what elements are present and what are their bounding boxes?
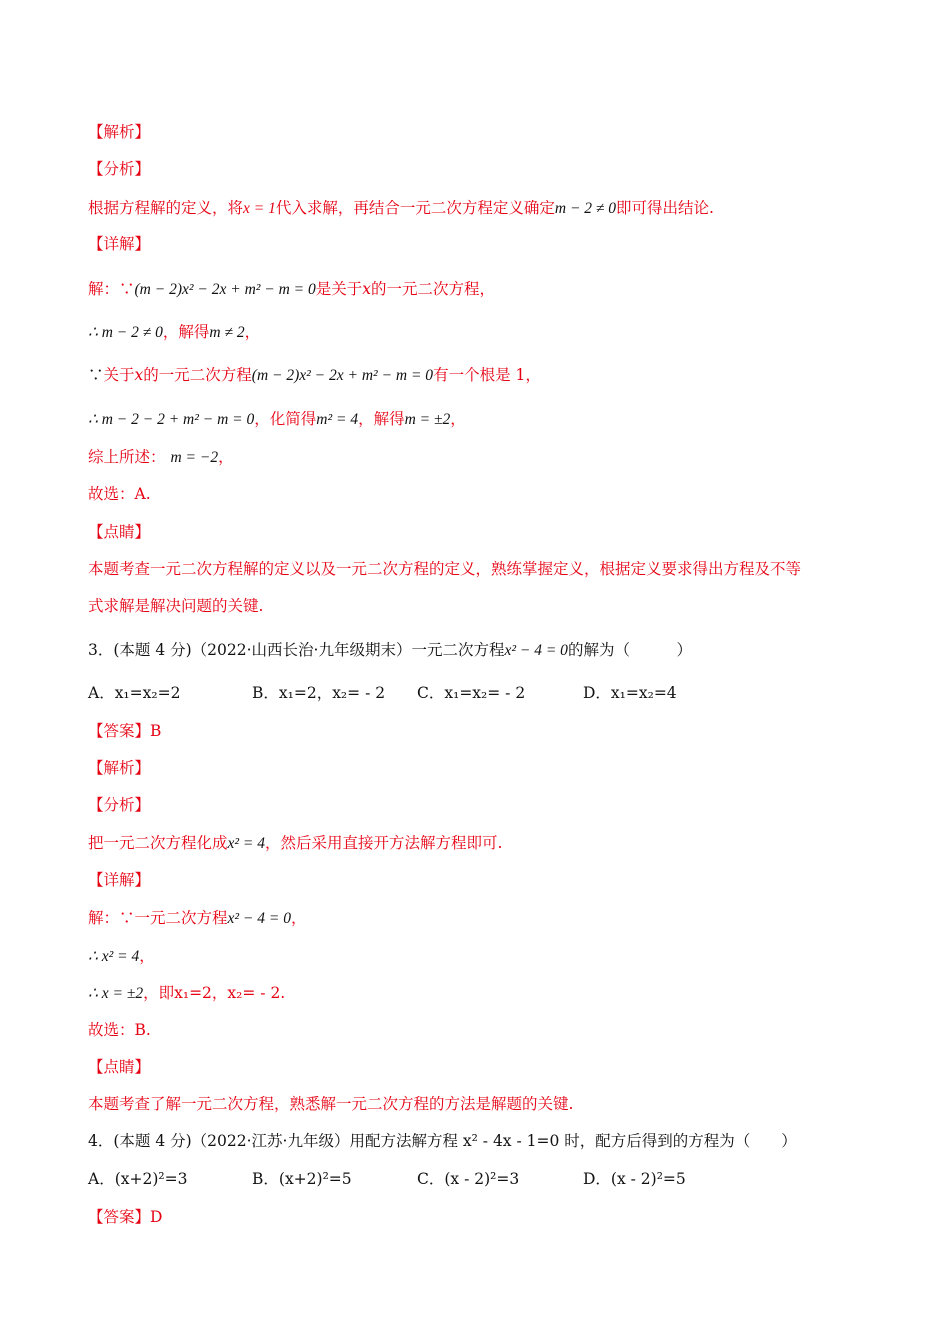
q2-step3-text: 关于 [103,366,135,384]
q3-option-d: D．x₁=x₂=4 [583,684,677,702]
q2-step4-math3: m = ±2 [404,411,451,428]
q2-step1-var: x [362,280,372,298]
q3-step2 [88,945,155,968]
q2-step4-math2: m² = 4 [316,411,359,428]
q3-option-b: B．x₁=2，x₂= - 2 [252,684,386,702]
q3-step1-end: ， [290,909,307,927]
q2-step4 [88,408,466,431]
q2-step2-end: ， [244,323,261,341]
q3-answer: 【答案】B [88,722,162,740]
q3-step2-math: ∴ x² = 4 [88,948,140,965]
q2-fenxi-heading: 【分析】 [88,160,151,178]
q4-option-a: A．(x+2)²=3 [88,1170,188,1188]
q2-step5 [88,446,234,469]
q3-option-c: C．x₁=x₂= - 2 [417,684,526,702]
q2-step1-math: (m − 2)x² − 2x + m² − m = 0 [134,281,316,298]
q2-step5-text: 综上所述： [88,448,166,466]
q2-step1-text: 是关于 [315,280,363,298]
q3-stem-a: 3．(本题 4 分)（2022·山西长治·九年级期末）一元二次方程 [88,641,505,659]
q3-step3 [88,982,285,1005]
q2-step3-math: (m − 2)x² − 2x + m² − m = 0 [251,367,434,384]
q3-choice: 故选：B. [88,1021,151,1039]
q2-step5-math: m = −2 [170,449,219,466]
q2-step5-end: ， [218,448,234,466]
q3-stem [88,639,692,662]
q3-jiexi-heading: 【解析】 [88,759,151,777]
q2-fenxi-text [88,197,714,220]
q4-stem: 4．(本题 4 分)（2022·江苏·九年级）用配方法解方程 x² - 4x - 1=0 时，配方后得到的方程为（ ） [88,1132,797,1150]
q4-option-d: D．(x - 2)²=5 [583,1170,686,1188]
q2-step1-prefix: 解：∵ [88,280,135,298]
q2-step4-end: ， [450,410,466,428]
q3-step1-text: 解：∵一元二次方程 [88,909,228,927]
q3-step3-text: ，即 [143,984,175,1002]
q3-fenxi-text-a: 把一元二次方程化成 [88,834,228,852]
q2-jiexi-heading: 【解析】 [88,123,151,141]
q2-step3-prefix: ∵ [88,366,104,384]
q2-fenxi-math-a: x = 1 [243,200,276,217]
q2-step3-text2: 的一元二次方程 [143,366,252,384]
q3-stem-math: x² − 4 = 0 [504,642,568,659]
q3-xiangjie-heading: 【详解】 [88,871,151,889]
q2-step3 [88,364,541,387]
q3-dianjing-heading: 【点睛】 [88,1058,151,1076]
q2-step2 [88,321,260,344]
q2-dianjing-text-1: 本题考查一元二次方程解的定义以及一元二次方程的定义，熟练掌握定义，根据定义要求得出方程及不等 [88,560,802,578]
q3-dianjing-text: 本题考查了解一元二次方程，熟悉解一元二次方程的方法是解题的关键. [88,1095,574,1113]
q2-dianjing-text-2: 式求解是解决问题的关键. [88,597,264,615]
q2-xiangjie-heading: 【详解】 [88,235,151,253]
q2-step3-text3: 有一个根是 1， [433,366,541,384]
q3-step3-end: x₁=2，x₂= - 2. [174,984,286,1002]
q3-option-a: A．x₁=x₂=2 [88,684,181,702]
q2-step1-text2: 的一元二次方程， [371,280,496,298]
q2-fenxi-text-c: 即可得出结论. [616,199,714,217]
q2-step4-text2: ，解得 [358,410,405,428]
q3-step3-math: ∴ x = ±2 [88,985,144,1002]
q3-step2-end: ， [139,947,155,965]
q4-option-c: C．(x - 2)²=3 [417,1170,520,1188]
q3-stem-b: 的解为（ ） [567,641,692,659]
q2-step2-text: ，解得 [162,323,210,341]
q2-fenxi-text-b: 代入求解，再结合一元二次方程定义确定 [275,199,555,217]
q3-fenxi-heading: 【分析】 [88,796,151,814]
q3-step1 [88,907,306,930]
q2-fenxi-math-b: m − 2 ≠ 0 [554,200,617,217]
q2-step3-var: x [134,366,144,384]
q3-fenxi-math: x² = 4 [227,835,266,852]
q3-fenxi-text [88,832,502,855]
q4-option-b: B．(x+2)²=5 [252,1170,352,1188]
q2-choice: 故选：A. [88,485,151,503]
q2-step1 [88,278,495,301]
q2-step4-text: ，化简得 [254,410,317,428]
q3-fenxi-text-b: ，然后采用直接开方法解方程即可. [265,834,503,852]
q2-step2-math: ∴ m − 2 ≠ 0 [88,324,163,341]
q2-dianjing-heading: 【点睛】 [88,523,151,541]
q2-step2-math2: m ≠ 2 [209,324,245,341]
q2-step4-math: ∴ m − 2 − 2 + m² − m = 0 [88,411,255,428]
q2-fenxi-text-a: 根据方程解的定义，将 [88,199,244,217]
q3-step1-math: x² − 4 = 0 [227,910,291,927]
q4-answer: 【答案】D [88,1208,163,1226]
